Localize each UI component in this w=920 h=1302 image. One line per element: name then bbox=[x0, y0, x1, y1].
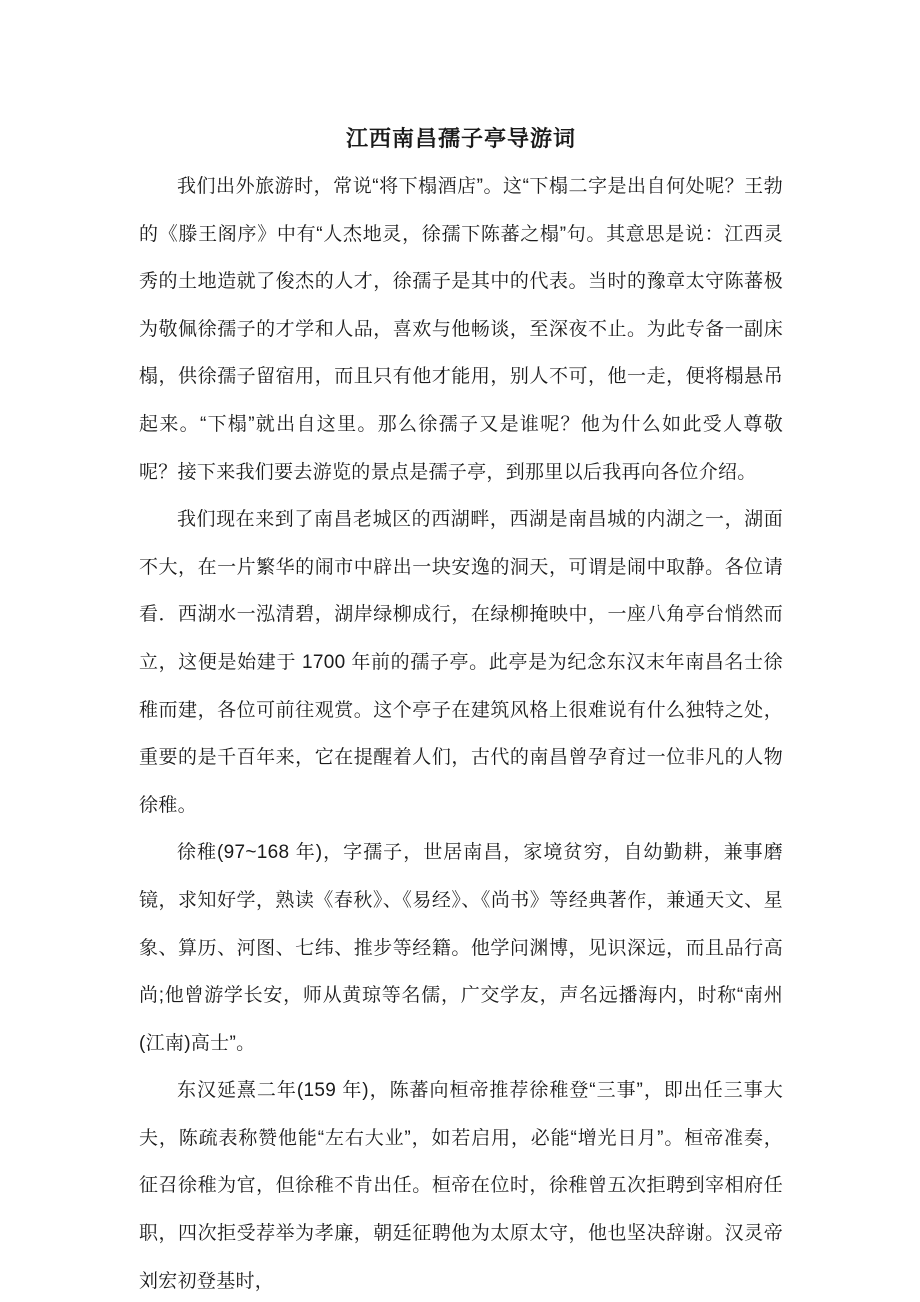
document-body bbox=[139, 163, 783, 1302]
paragraph-west-lake-pavilion: 我们现在来到了南昌老城区的西湖畔，西湖是南昌城的内湖之一，湖面不大，在一片繁华的闹市中辟出一块安逸的洞天，可谓是闹中取静。各位请看．西湖水一泓清碧，湖岸绿柳成行，在绿柳掩映中，一座八角亭台悄然而立，这便是始建于 1700 年前的孺子亭。此亭是为纪念东汉末年南昌名士徐稚而建，各位可前往观赏。这个亭子在建筑风格上很难说有什么独特之处，重要的是千百年来，它在提醒着人们，古代的南昌曾孕育过一位非凡的人物徐稚。 bbox=[139, 509, 783, 816]
paragraph-xuzhi-refusals: 东汉延熹二年(159 年)，陈蕃向桓帝推荐徐稚登“三事”，即出任三事大夫，陈疏表称赞他能“左右大业”，如若启用，必能“增光日月”。桓帝准奏，征召徐稚为官，但徐稚不肯出任。桓帝在位时，徐稚曾五次拒聘到宰相府任职，四次拒受荐举为孝廉，朝廷征聘他为太原太守，他也坚决辞谢。汉灵帝刘宏初登基时， bbox=[139, 1080, 783, 1292]
paragraph-intro-xiata: 我们出外旅游时，常说“将下榻酒店”。这“下榻二字是出自何处呢？王勃的《滕王阁序》中有“人杰地灵，徐孺下陈蕃之榻”句。其意思是说：江西灵秀的土地造就了俊杰的人才，徐孺子是其中的代表。当时的豫章太守陈蕃极为敬佩徐孺子的才学和人品，喜欢与他畅谈，至深夜不止。为此专备一副床榻，供徐孺子留宿用，而且只有他才能用，别人不可，他一走，便将榻悬吊起来。“下榻”就出自这里。那么徐孺子又是谁呢？他为什么如此受人尊敬呢？接下来我们要去游览的景点是孺子亭，到那里以后我再向各位介绍。 bbox=[139, 176, 783, 483]
paragraph-xuzhi-biography: 徐稚(97~168 年)，字孺子，世居南昌，家境贫穷，自幼勤耕，兼事磨镜，求知好学，熟读《春秋》、《易经》、《尚书》等经典著作，兼通天文、星象、算历、河图、七纬、推步等经籍。他学问渊博，见识深远，而且品行高尚;他曾游学长安，师从黄琼等名儒，广交学友，声名远播海内，时称“南州(江南)高士”。 bbox=[139, 842, 783, 1054]
document-title: 江西南昌孺子亭导游词 bbox=[345, 126, 576, 151]
